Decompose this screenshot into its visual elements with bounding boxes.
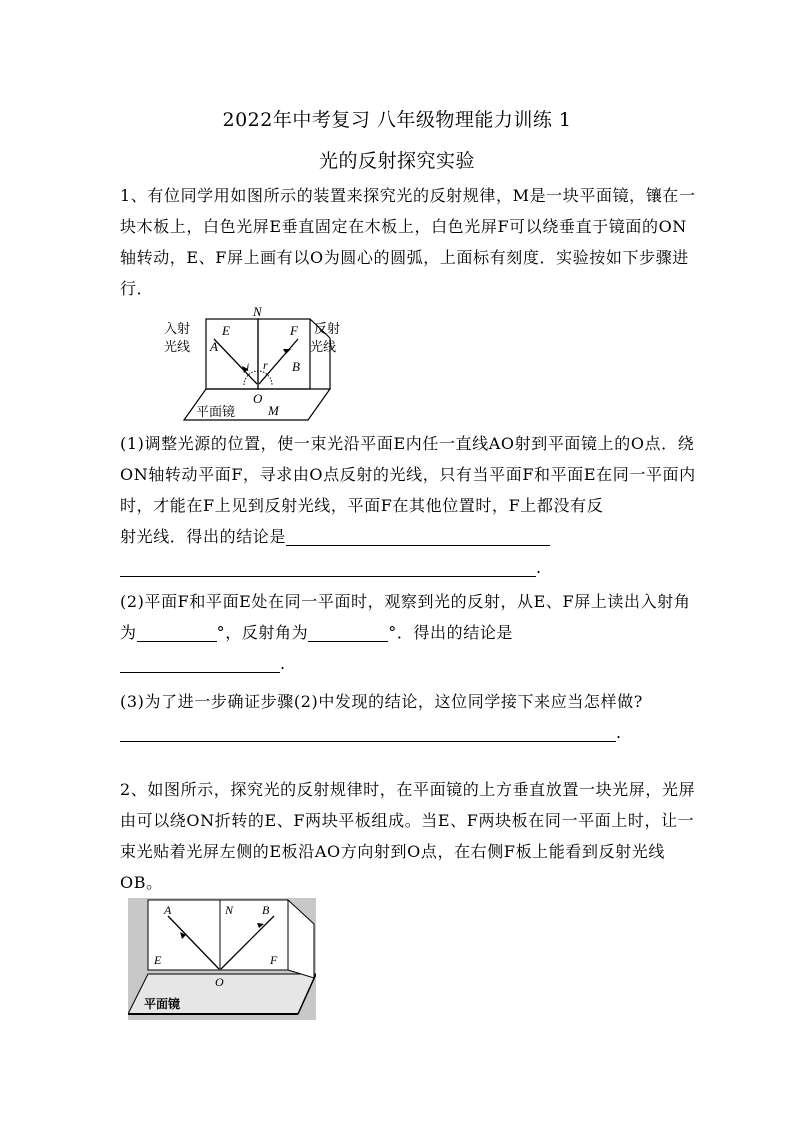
q2-line-4: OB。 bbox=[120, 873, 163, 892]
label-o: O bbox=[253, 391, 263, 406]
question-1-part-1 bbox=[120, 428, 696, 583]
answer-blank-1b[interactable] bbox=[120, 558, 536, 577]
label-f-2: F bbox=[270, 953, 278, 967]
q1-line-4: 行． bbox=[120, 279, 154, 298]
screen-e bbox=[206, 319, 258, 389]
answer-blank-1a[interactable] bbox=[286, 527, 550, 546]
reflected-ray-label-2: 光线 bbox=[310, 339, 337, 354]
q1-line-3: 轴转动，E、F屏上画有以O为圆心的圆弧，上面标有刻度．实验按如下步骤进 bbox=[120, 248, 689, 267]
reflection-apparatus-figure-1 bbox=[160, 303, 360, 423]
question-1-part-3 bbox=[120, 686, 680, 748]
label-n: N bbox=[253, 304, 262, 319]
mirror-label: 平面镜 bbox=[196, 404, 236, 419]
q1-p2-post: °．得出的结论是 bbox=[388, 623, 514, 642]
answer-blank-2[interactable] bbox=[120, 654, 280, 673]
question-2-text bbox=[120, 774, 696, 898]
q1-p1-line-1: (1)调整光源的位置，使一束光沿平面E内任一直线AO射到平面镜上的O点．绕 bbox=[120, 434, 695, 453]
q1-p1-line-3: 时，才能在F上见到反射光线，平面F在其他位置时，F上都没有反 bbox=[120, 496, 604, 515]
q1-p1-prompt: 射光线．得出的结论是 bbox=[120, 527, 287, 546]
label-o-2: O bbox=[215, 975, 224, 989]
q1-p2-line-2 bbox=[120, 617, 680, 648]
label-r: r bbox=[263, 358, 268, 372]
worksheet-subtitle: 光的反射探究实验 bbox=[318, 150, 475, 172]
label-a: A bbox=[210, 339, 218, 354]
reflected-ray-label-1: 反射 bbox=[314, 321, 341, 336]
incident-ray-label-1: 入射 bbox=[164, 321, 191, 336]
label-b: B bbox=[292, 359, 300, 374]
q1-line-2: 块木板上，白色光屏E垂直固定在木板上，白色光屏F可以绕垂直于镜面的ON bbox=[120, 217, 687, 236]
q1-p1-line-2: ON轴转动平面F，寻求由O点反射的光线，只有当平面F和平面E在同一平面内 bbox=[120, 465, 696, 484]
label-m: M bbox=[268, 403, 279, 418]
q1-p2-line-3 bbox=[120, 648, 680, 679]
q1-line-1: 1、有位同学用如图所示的装置来探究光的反射规律，M是一块平面镜，镶在一 bbox=[120, 186, 696, 205]
q1-p1-line-5 bbox=[120, 552, 680, 583]
q1-p3-line-1: (3)为了进一步确证步骤(2)中发现的结论，这位同学接下来应当怎样做? bbox=[120, 692, 643, 711]
q2-line-3: 束光贴着光屏左侧的E板沿AO方向射到O点，在右侧F板上能看到反射光线 bbox=[120, 842, 665, 861]
label-f: F bbox=[290, 323, 298, 338]
q1-p2-pre: 为 bbox=[120, 623, 137, 642]
reflection-apparatus-figure-2 bbox=[128, 898, 316, 1020]
label-b-2: B bbox=[262, 903, 270, 917]
q1-p1-end: . bbox=[536, 558, 542, 577]
screen-f bbox=[258, 319, 310, 389]
label-e-2: E bbox=[154, 953, 162, 967]
label-e: E bbox=[222, 323, 230, 338]
label-a-2: A bbox=[164, 903, 172, 917]
q1-p3-end: . bbox=[616, 723, 622, 742]
label-i: i bbox=[246, 360, 250, 374]
q1-p3-line-2 bbox=[120, 717, 680, 748]
incident-ray bbox=[214, 339, 257, 384]
question-1-text bbox=[120, 180, 696, 304]
q1-p2-mid: °，反射角为 bbox=[216, 623, 309, 642]
question-1-part-2 bbox=[120, 586, 691, 679]
q2-line-2: 由可以绕ON折转的E、F两块平板组成。当E、F两块板在同一平面上时，让一 bbox=[120, 811, 695, 830]
incident-ray-label-2: 光线 bbox=[164, 339, 191, 354]
mirror-label-2: 平面镜 bbox=[144, 997, 181, 1011]
q1-p2-end: . bbox=[280, 654, 286, 673]
answer-blank-3[interactable] bbox=[120, 723, 616, 742]
q1-p1-line-4 bbox=[120, 521, 680, 552]
label-n-2: N bbox=[225, 903, 234, 917]
reflection-angle-blank[interactable] bbox=[308, 623, 388, 642]
worksheet-title: 2022年中考复习 八年级物理能力训练 1 bbox=[222, 109, 572, 131]
q2-line-1: 2、如图所示，探究光的反射规律时，在平面镜的上方垂直放置一块光屏，光屏 bbox=[120, 780, 696, 799]
q1-p2-line-1: (2)平面F和平面E处在同一平面时，观察到光的反射，从E、F屏上读出入射角 bbox=[120, 592, 691, 611]
incident-angle-blank[interactable] bbox=[137, 623, 217, 642]
